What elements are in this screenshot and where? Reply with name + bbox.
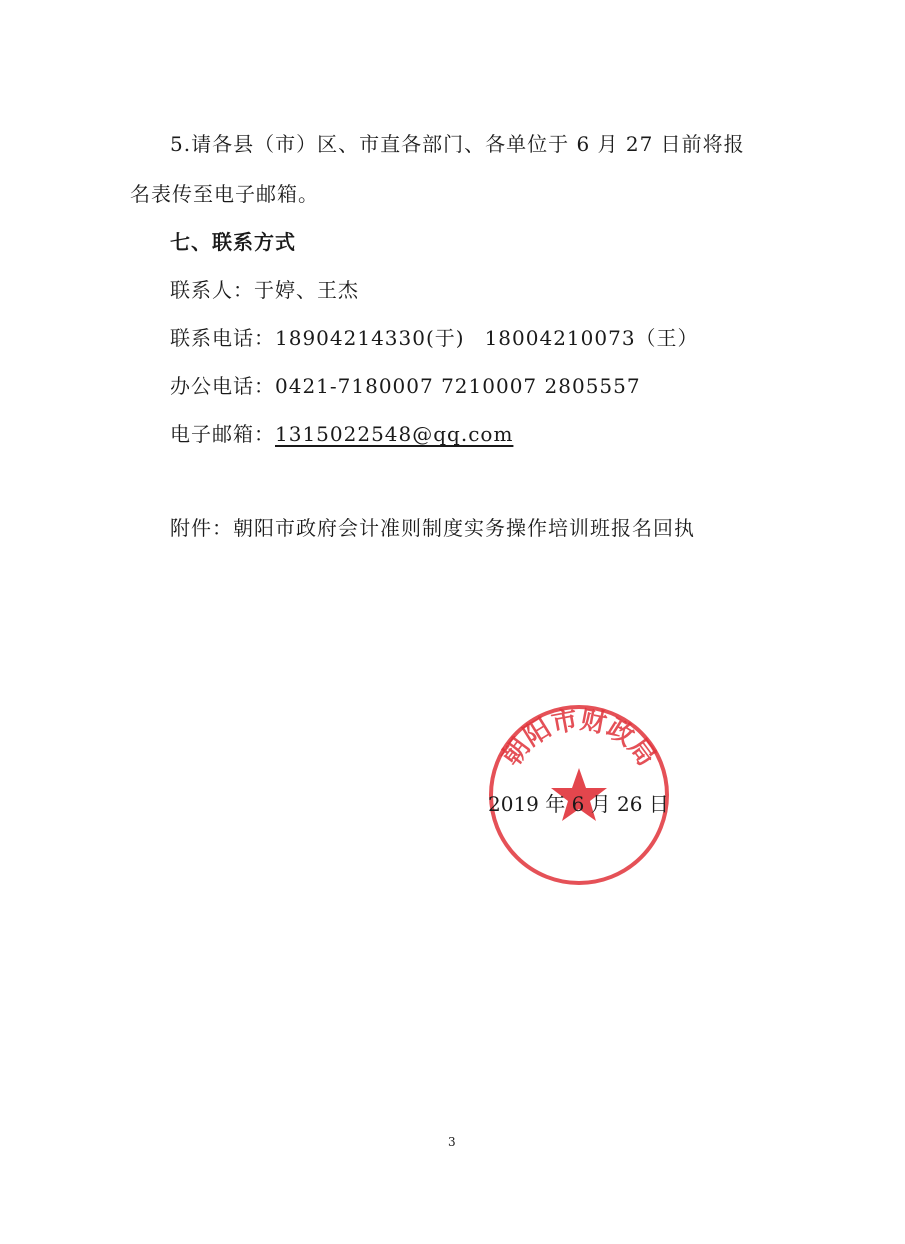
phone-1: 18904214330(于)	[275, 326, 465, 350]
contact-phone-row	[170, 324, 699, 352]
phone-label: 联系电话：	[170, 326, 275, 350]
section-7-heading: 七、联系方式	[170, 230, 296, 254]
phone-2: 18004210073（王）	[484, 326, 699, 350]
email-link[interactable]: 1315022548@qq.com	[275, 422, 514, 446]
office-phone: 办公电话：0421-7180007 7210007 2805557	[170, 374, 641, 398]
seal-text: 朝阳市财政局	[496, 705, 662, 772]
attachment-line: 附件：朝阳市政府会计准则制度实务操作培训班报名回执	[170, 516, 695, 540]
signature-date: 2019 年 6 月 26 日	[488, 792, 669, 816]
email-label: 电子邮箱：	[170, 422, 275, 446]
paragraph-5-line-2: 名表传至电子邮箱。	[130, 182, 319, 206]
page-number: 3	[448, 1135, 456, 1149]
email-row	[170, 420, 513, 448]
paragraph-5-line-1: 5.请各县（市）区、市直各部门、各单位于 6 月 27 日前将报	[170, 132, 745, 156]
contact-person: 联系人：于婷、王杰	[170, 278, 359, 302]
